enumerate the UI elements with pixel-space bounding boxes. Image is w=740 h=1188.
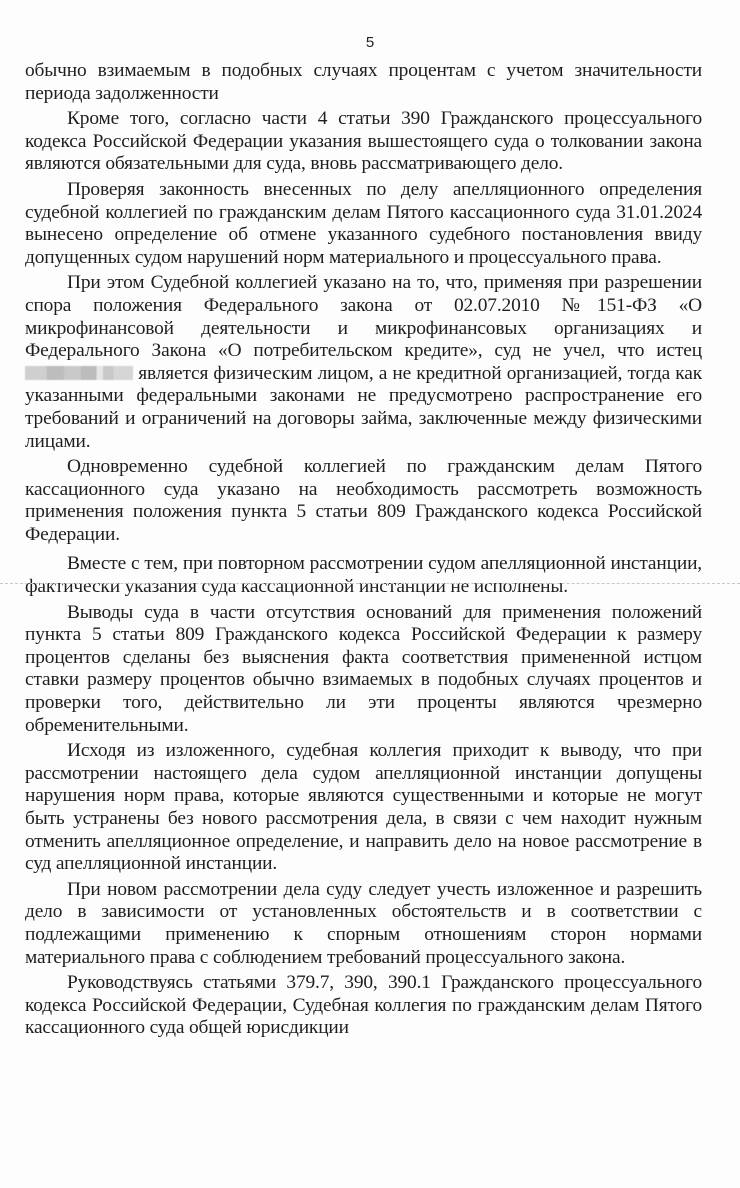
paragraph-court-findings: Выводы суда в части отсутствия оснований для применения положений пункта 5 статьи 809 Гражданского кодекса Российской Федерации к размеру процентов сделаны без выяснения факта соответствия примененной истцом ставки размеру процентов обычно взимаемых в подобных случаях процентов и проверки того, действительно ли эти проценты являются чрезмерно обременительными. (25, 601, 702, 736)
paragraph-conclusion: Исходя из изложенного, судебная коллегия приходит к выводу, что при рассмотрении настоящего дела судом апелляционной инстанции допущены нарушения норм права, которые являются существенными и которые не могут быть устранены без нового рассмотрения дела, в связи с чем находит нужным отменить апелляционное определение, и направить дело на новое рассмотрение в суд апелляционной инстанции. (25, 740, 702, 875)
redacted-name-block (25, 366, 133, 380)
document-body (25, 60, 702, 1040)
page-number: 5 (365, 34, 375, 51)
paragraph-binding-instructions: Кроме того, согласно части 4 статьи 390 Гражданского процессуального кодекса Российской Федерации указания вышестоящего суда о толковании закона являются обязательными для суда, вновь рассматривающего дело. (25, 108, 702, 175)
paragraph-instructions-not-executed: Вместе с тем, при повторном рассмотрении судом апелляционной инстанции, фактически указания суда кассационной инстанции не исполнены. (25, 553, 702, 598)
paragraph-article-809: Одновременно судебной коллегией по гражданским делам Пятого кассационного суда указано на необходимость рассмотреть возможность применения положения пункта 5 статьи 809 Гражданского кодекса Российской Федерации. (25, 456, 702, 545)
paragraph-text-before: При этом Судебной коллегией указано на то, что, применяя при разрешении спора положения Федерального закона от 02.07.2010 №151-ФЗ «О микрофинансовой деятельности и микрофинансовых организациях и Федерального Закона «О потребительском кредите», суд не учел, что истец (25, 272, 702, 362)
paragraph-cassation-ruling: Проверяя законность внесенных по делу апелляционного определения судебной коллегией по гражданским делам Пятого кассационного суда 31.01.2024 вынесено определение об отмене указанного судебного постановления ввиду допущенных судом нарушений норм материального и процессуального права. (25, 178, 702, 268)
paragraph-continuation: обычно взимаемым в подобных случаях процентам с учетом значительности периода задолженности (25, 60, 702, 104)
paragraph-new-consideration: При новом рассмотрении дела суду следует учесть изложенное и разрешить дело в зависимости от установленных обстоятельств и в соответствии с подлежащими применению к спорным отношениям сторон нормами материального права с соблюдением требований процессуального закона. (25, 878, 702, 968)
paragraph-guided-by-articles: Руководствуясь статьями 379.7, 390, 390.1 Гражданского процессуального кодекса Российской Федерации, Судебная коллегия по гражданским делам Пятого кассационного суда общей юрисдикции (25, 972, 702, 1039)
paragraph-microfinance-law (25, 272, 702, 453)
paragraph-text-after: является физическим лицом, а не кредитной организацией, тогда как указанными федеральными законами не предусмотрено распространение его требований и ограничений на договоры займа, заключенные между физическими лицами. (25, 362, 702, 452)
scan-fold-line (0, 583, 740, 584)
